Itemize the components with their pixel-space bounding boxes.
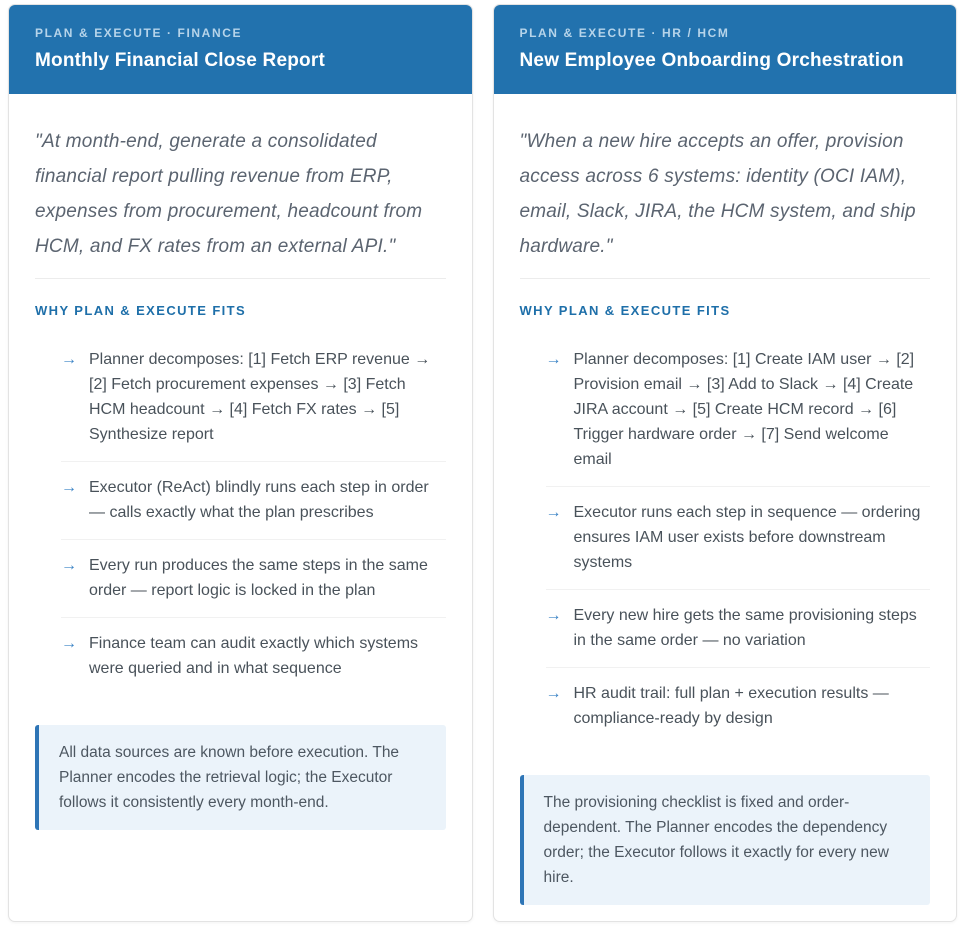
use-case-card-hr-hcm bbox=[493, 4, 958, 922]
list-item bbox=[61, 540, 446, 618]
arrow-right-icon: → bbox=[61, 557, 77, 574]
list-item-text: Planner decomposes: [1] Create IAM user → [2] Provision email → [3] Add to Slack → [4] Create JIRA account → [5] Create HCM record → [6] Trigger hardware order → [7] Send welcome email bbox=[573, 351, 915, 468]
list-item-text: Every run produces the same steps in the same order — report logic is locked in the plan bbox=[89, 557, 428, 599]
list-item-text: Finance team can audit exactly which systems were queried and in what sequence bbox=[89, 635, 419, 677]
list-item-text: Executor runs each step in sequence — ordering ensures IAM user exists before downstream systems bbox=[573, 504, 921, 571]
arrow-right-icon: → bbox=[545, 685, 562, 702]
card-eyebrow: PLAN & EXECUTE · HR / HCM bbox=[519, 26, 730, 40]
divider bbox=[520, 278, 931, 279]
card-body bbox=[494, 94, 957, 921]
use-case-quote: "When a new hire accepts an offer, provision access across 6 systems: identity (OCI IAM), email, Slack, JIRA, the HCM system, and ship hardware." bbox=[519, 131, 916, 257]
section-heading: WHY PLAN & EXECUTE FITS bbox=[519, 303, 731, 318]
use-case-quote: "At month-end, generate a consolidated financial report pulling revenue from ERP, expenses from procurement, headcount from HCM, and FX rates from an external API." bbox=[35, 131, 423, 257]
summary-callout: The provisioning checklist is fixed and order-dependent. The Planner encodes the dependency order; the Executor follows it exactly for every new hire. bbox=[520, 775, 931, 905]
list-item-text: HR audit trail: full plan + execution results — compliance-ready by design bbox=[573, 685, 889, 727]
card-title: Monthly Financial Close Report bbox=[35, 50, 325, 71]
arrow-right-icon: → bbox=[61, 351, 77, 368]
fit-reasons-list bbox=[61, 334, 446, 695]
arrow-right-icon: → bbox=[61, 479, 77, 496]
list-item bbox=[61, 462, 446, 540]
use-case-cards-row bbox=[8, 4, 957, 922]
card-header bbox=[9, 5, 472, 94]
list-item bbox=[546, 334, 931, 487]
fit-reasons-list bbox=[546, 334, 931, 745]
card-eyebrow: PLAN & EXECUTE · FINANCE bbox=[35, 26, 243, 40]
list-item bbox=[61, 618, 446, 695]
divider bbox=[35, 278, 446, 279]
card-header bbox=[494, 5, 957, 94]
arrow-right-icon: → bbox=[545, 504, 562, 521]
list-item bbox=[546, 487, 931, 590]
list-item bbox=[61, 334, 446, 462]
arrow-right-icon: → bbox=[545, 351, 562, 368]
list-item bbox=[546, 668, 931, 745]
section-heading: WHY PLAN & EXECUTE FITS bbox=[35, 303, 247, 318]
arrow-right-icon: → bbox=[545, 607, 562, 624]
card-body bbox=[9, 94, 472, 921]
card-title: New Employee Onboarding Orchestration bbox=[519, 50, 904, 71]
arrow-right-icon: → bbox=[61, 635, 77, 652]
list-item-text: Executor (ReAct) blindly runs each step in order — calls exactly what the plan prescribes bbox=[89, 479, 429, 521]
use-case-card-finance bbox=[8, 4, 473, 922]
list-item bbox=[546, 590, 931, 668]
summary-callout: All data sources are known before execution. The Planner encodes the retrieval logic; the Executor follows it consistently every month-end. bbox=[35, 725, 446, 830]
list-item-text: Every new hire gets the same provisioning steps in the same order — no variation bbox=[573, 607, 917, 649]
list-item-text: Planner decomposes: [1] Fetch ERP revenue → [2] Fetch procurement expenses → [3] Fetch HCM headcount → [4] Fetch FX rates → [5] Synthesize report bbox=[89, 351, 431, 443]
